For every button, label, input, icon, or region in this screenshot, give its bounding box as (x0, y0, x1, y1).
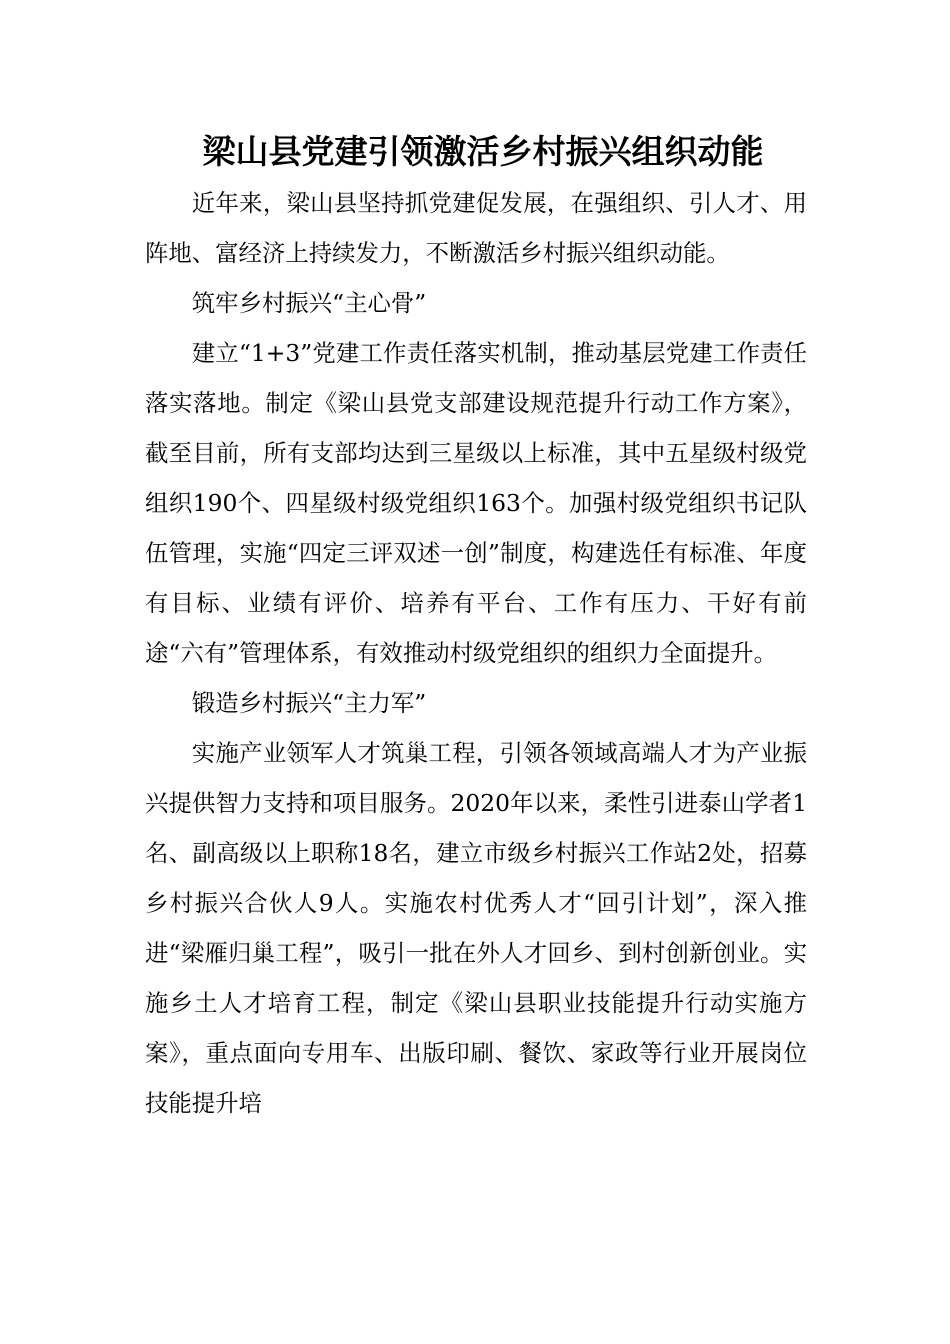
document-body (145, 178, 807, 1128)
section-heading-1: 筑牢乡村振兴“主心骨” (191, 289, 427, 317)
intro-paragraph: 近年来，梁山县坚持抓党建促发展，在强组织、引人才、用阵地、富经济上持续发力，不断激活乡村振兴组织动能。 (145, 189, 807, 267)
section-2-paragraph: 实施产业领军人才筑巢工程，引领各领域高端人才为产业振兴提供智力支持和项目服务。2020年以来，柔性引进泰山学者1名、副高级以上职称18名，建立市级乡村振兴工作站2处，招募乡村振兴合伙人9人。实施农村优秀人才“回引计划”，深入推进“梁雁归巢工程”，吸引一批在外人才回乡、到村创新创业。实施乡土人才培育工程，制定《梁山县职业技能提升行动实施方案》，重点面向专用车、出版印刷、餐饮、家政等行业开展岗位技能提升培 (145, 739, 807, 1117)
document-title: 梁山县党建引领激活乡村振兴组织动能 (202, 132, 764, 171)
section-1-paragraph: 建立“1+3”党建工作责任落实机制，推动基层党建工作责任落实落地。制定《梁山县党支部建设规范提升行动工作方案》，截至目前，所有支部均达到三星级以上标准，其中五星级村级党组织190个、四星级村级党组织163个。加强村级党组织书记队伍管理，实施“四定三评双述一创”制度，构建选任有标准、年度有目标、业绩有评价、培养有平台、工作有压力、干好有前途“六有”管理体系，有效推动村级党组织的组织力全面提升。 (145, 339, 807, 667)
section-heading-2: 锻造乡村振兴“主力军” (191, 689, 427, 717)
